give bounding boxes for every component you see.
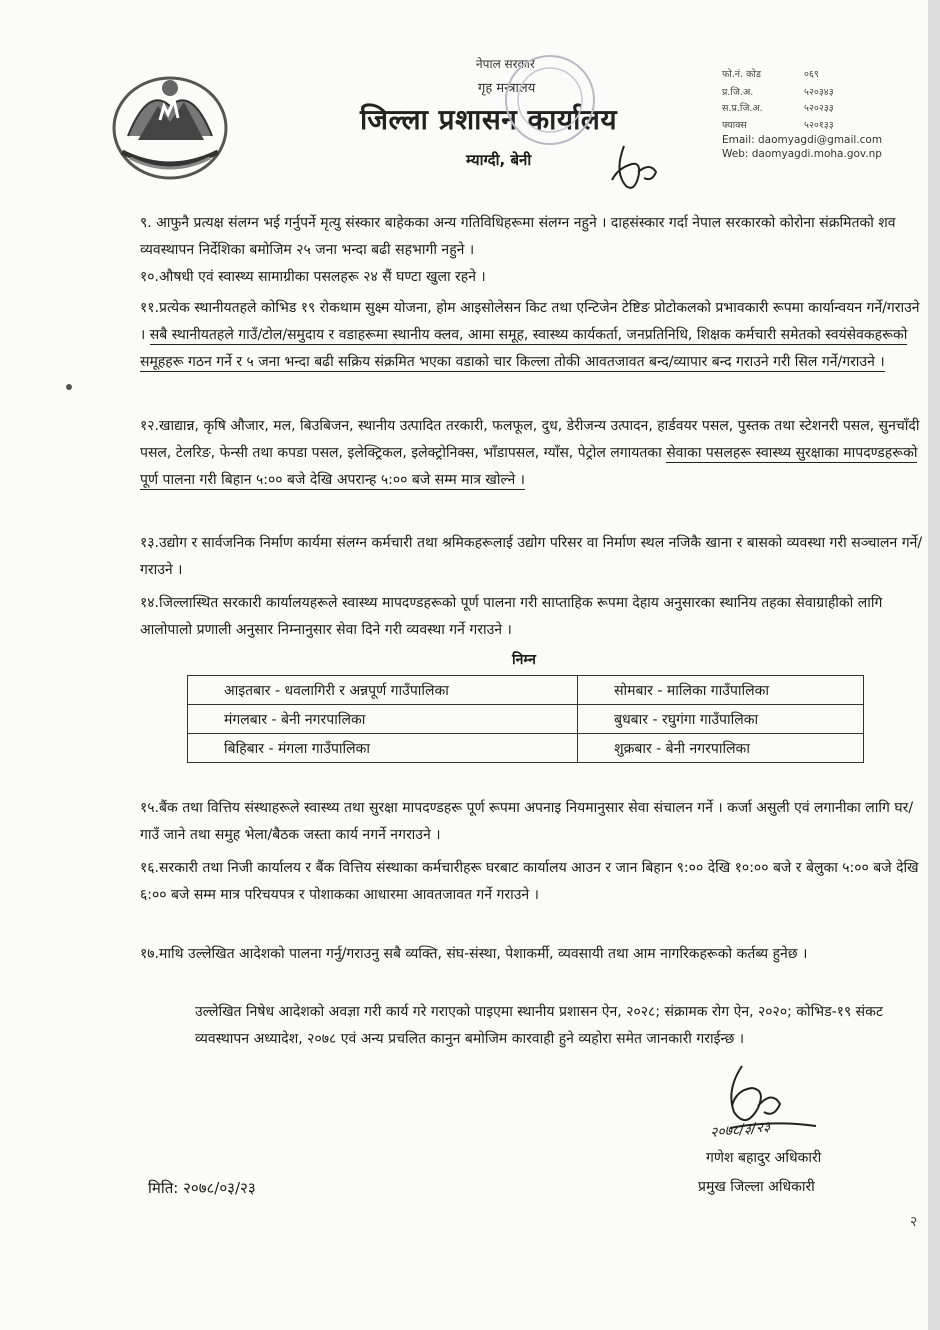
point-12-text: १२.खाद्यान्न, कृषि औजार, मल, बिउबिजन, स्थानीय उत्पादित तरकारी, फलफूल, दुध, डेरीजन्य उत्पादन, हार्डवयर पसल, पुस्तक तथा स्टेशनरी पसल, सुनचाँदी पसल, टेलरिङ, फेन्सी तथा कपडा पसल, इलेक्ट्रिकल, इलेक्ट्रोनिक्स, भाँडापसल, ग्याँस, पेट्रोल लगायतका: [140, 418, 920, 461]
contact-fax: फ्याक्स ५२०१३३: [722, 120, 834, 131]
office-stamp-icon: [500, 50, 600, 150]
table-cell: सोमबार - मालिका गाउँपालिका: [578, 676, 864, 705]
table-row: [188, 676, 864, 705]
table-cell: मंगलबार - बेनी नगरपालिका: [188, 705, 578, 734]
page-number: २: [910, 1214, 918, 1230]
table-cell: बुधबार - रघुगंगा गाउँपालिका: [578, 705, 864, 734]
point-11-underlined: सबै स्थानीयतहले गाउँ/टोल/समुदाय र वडाहरूमा स्थानीय क्लव, आमा समूह, स्वास्थ्य कार्यकर्ता, जनप्रतिनिधि, शिक्षक कर्मचारी समेतको स्वयंसेवकहरूको समूहहरू गठन गर्ने र ५ जना भन्दा बढी सक्रिय संक्रमित भएका वडाको चार किल्ला तोकी आवतजावत बन्द/व्यापार बन्द गराउने गरी सिल गर्ने/गराउने ।: [140, 327, 908, 370]
signer-post: प्रमुख जिल्ला अधिकारी: [698, 1179, 815, 1195]
point-14: १४.जिल्लास्थित सरकारी कार्यालयहरूले स्वास्थ्य मापदण्डहरूको पूर्ण पालना गरी साप्ताहिक रूपमा देहाय अनुसारका स्थानिय तहका सेवाग्राहीको लागि आलोपालो प्रणाली अनुसार निम्नानुसार सेवा दिने गरी व्यवस्था गर्ने गराउने ।: [140, 595, 883, 638]
table-row: [188, 705, 864, 734]
schedule-heading: निम्न: [512, 652, 536, 668]
office-title: जिल्ला प्रशासन कार्यालय: [360, 103, 618, 136]
signature-date: २०७८/३/२३: [709, 1118, 772, 1142]
point-10: १०.औषधी एवं स्वास्थ्य सामाग्रीका पसलहरू २४ सैं घण्टा खुला रहने ।: [140, 269, 486, 285]
point-17: १७.माथि उल्लेखित आदेशको पालना गर्नु/गराउनु सबै व्यक्ति, संघ-संस्था, पेशाकर्मी, व्यवसायी तथा आम नागरिकहरूको कर्तब्य हुनेछ ।: [140, 946, 808, 962]
contact-code: फो.नं. कोड ०६९: [722, 69, 819, 80]
point-13: १३.उद्योग र सार्वजनिक निर्माण कार्यमा संलग्न कर्मचारी तथा श्रमिकहरूलाई उद्योग परिसर वा निर्माण स्थल नजिकै खाना र बासको व्यवस्था गरी सञ्चालन गर्ने/गराउने ।: [140, 535, 923, 578]
closing-paragraph: उल्लेखित निषेध आदेशको अवज्ञा गरी कार्य गरे गराएको पाइएमा स्थानीय प्रशासन ऐन, २०२८; संक्रामक रोग ऐन, २०२०; कोभिड-१९ संकट व्यवस्थापन अध्यादेश, २०७८ एवं अन्य प्रचलित कानुन बमोजिम कारवाही हुने व्यहोरा समेत जानकारी गराईन्छ ।: [195, 1004, 883, 1047]
point-15: १५.बैंक तथा वित्तिय संस्थाहरूले स्वास्थ्य तथा सुरक्षा मापदण्डहरू पूर्ण रूपमा अपनाइ नियमानुसार सेवा संचालन गर्ने । कर्जा असुली एवं लगानीका लागि घर/गाउँ जाने तथा समुह भेला/बैठक जस्ता कार्य नगर्ने नगराउने ।: [140, 800, 914, 843]
table-cell: बिहिबार - मंगला गाउँपालिका: [188, 734, 578, 763]
header-signature: [604, 142, 662, 194]
contact-acdo: स.प्र.जि.अ. ५२०२३३: [722, 103, 834, 114]
contact-website[interactable]: Web: daomyagdi.moha.gov.np: [722, 148, 882, 160]
signer-name: गणेश बहादुर अधिकारी: [706, 1150, 822, 1166]
document-date: मिति: २०७८/०३/२३: [148, 1179, 256, 1197]
viewer-scroll-edge: [928, 0, 940, 1330]
ministry-name: गृह मन्त्रालय: [478, 81, 536, 96]
nepal-emblem-icon: [108, 66, 232, 182]
point-12: [140, 413, 925, 494]
point-16: १६.सरकारी तथा निजी कार्यालय र बैंक वित्तिय संस्थाका कर्मचारीहरू घरबाट कार्यालय आउन र जान बिहान ९:०० देखि १०:०० बजे र बेलुका ५:०० बजे देखि ६:०० बजे सम्म मात्र परिचयपत्र र पोशाकका आधारमा आवतजावत गर्ने गराउने ।: [140, 860, 919, 903]
table-cell: आइतबार - धवलागिरी र अन्नपूर्ण गाउँपालिका: [188, 676, 578, 705]
point-9: ९. आफुनै प्रत्यक्ष संलग्न भई गर्नुपर्ने मृत्यु संस्कार बाहेकका अन्य गतिविधिहरूमा संलग्न नहुने । दाहसंस्कार गर्दा नेपाल सरकारको कोरोना संक्रमितको शव व्यवस्थापन निर्देशिका बमोजिम २५ जना भन्दा बढी सहभागी नहुने ।: [140, 215, 896, 258]
table-cell: शुक्रबार - बेनी नगरपालिका: [578, 734, 864, 763]
contact-cdo: प्र.जि.अ. ५२०३४३: [722, 87, 834, 98]
scan-mark: [66, 384, 72, 390]
office-location: म्याग्दी, बेनी: [466, 151, 532, 169]
table-row: [188, 734, 864, 763]
gov-name: नेपाल सरकार: [476, 57, 535, 71]
point-11: [140, 295, 925, 376]
point-12-underlined: सेवाका पसलहरू स्वास्थ्य सुरक्षाका मापदण्डहरूको पूर्ण पालना गरी बिहान ५:०० बजे देखि अपरान्ह ५:०० बजे सम्म मात्र खोल्ने ।: [140, 445, 918, 488]
schedule-table: [187, 675, 864, 763]
contact-email[interactable]: Email: daomyagdi@gmail.com: [722, 134, 883, 146]
point-11-text: ११.प्रत्येक स्थानीयतहले कोभिड १९ रोकथाम सुक्ष्म योजना, होम आइसोलेसन किट तथा एन्टिजेन टेष्टिङ प्रोटोकलको प्रभावकारी रूपमा कार्यान्वयन गर्ने/गराउने ।: [140, 300, 920, 343]
